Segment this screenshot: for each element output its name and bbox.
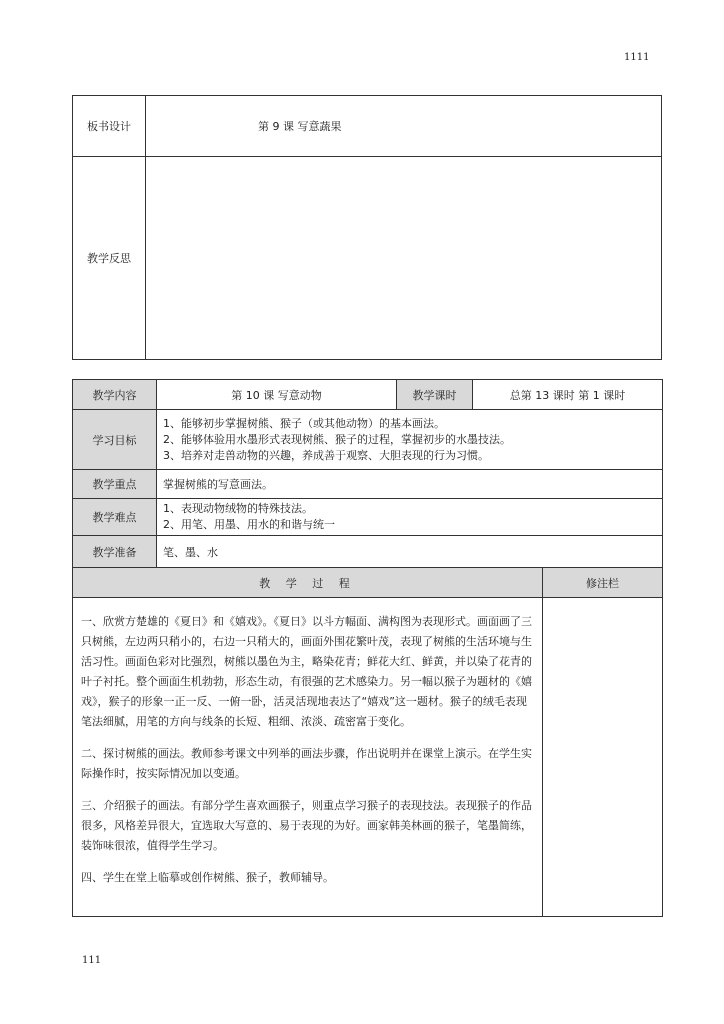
board-design-row bbox=[73, 96, 662, 157]
process-header: 教 学 过 程 bbox=[73, 568, 543, 598]
notes-content bbox=[543, 598, 663, 917]
difficulty-row bbox=[73, 499, 663, 536]
reflection-content bbox=[146, 157, 662, 360]
goal-item: 1、能够初步掌握树熊、猴子（或其他动物）的基本画法。 bbox=[163, 416, 445, 430]
goal-item: 3、培养对走兽动物的兴趣，养成善于观察、大胆表现的行为习惯。 bbox=[163, 448, 489, 462]
difficulty-item: 2、用笔、用墨、用水的和谐与统一 bbox=[163, 518, 335, 531]
difficulty-label: 教学难点 bbox=[73, 499, 157, 536]
goal-item: 2、能够体验用水墨形式表现树熊、猴子的过程，掌握初步的水墨技法。 bbox=[163, 432, 511, 446]
goals-label: 学习目标 bbox=[73, 410, 157, 470]
process-paragraph: 二、探讨树熊的画法。教师参考课文中列举的画法步骤，作出说明并在课堂上演示。在学生实际操作时，按实际情况加以变通。 bbox=[81, 747, 532, 780]
board-design-label: 板书设计 bbox=[73, 96, 146, 157]
reflection-label: 教学反思 bbox=[73, 157, 146, 360]
board-design-content: 第 9 课 写意蔬果 bbox=[146, 96, 662, 157]
reflection-row bbox=[73, 157, 662, 360]
content-row bbox=[73, 380, 663, 410]
content-label: 教学内容 bbox=[73, 380, 157, 410]
page-number-bottom: 111 bbox=[82, 955, 102, 966]
notes-header: 修注栏 bbox=[543, 568, 663, 598]
process-paragraph: 三、介绍猴子的画法。有部分学生喜欢画猴子，则重点学习猴子的表现技法。表现猴子的作品很多，风格差异很大，宜选取大写意的、易于表现的为好。画家韩美林画的猴子，笔墨简练，装饰味很浓，值得学生学习。 bbox=[81, 799, 532, 852]
prep-label: 教学准备 bbox=[73, 536, 157, 568]
hours-label: 教学课时 bbox=[397, 380, 473, 410]
lesson-plan-table bbox=[72, 379, 663, 917]
hours-value: 总第 13 课时 第 1 课时 bbox=[473, 380, 663, 410]
focus-row bbox=[73, 470, 663, 499]
difficulty-list bbox=[157, 499, 663, 536]
goals-list bbox=[157, 410, 663, 470]
process-content bbox=[73, 598, 543, 917]
process-body-row bbox=[73, 598, 663, 917]
focus-label: 教学重点 bbox=[73, 470, 157, 499]
content-value: 第 10 课 写意动物 bbox=[157, 380, 397, 410]
focus-value: 掌握树熊的写意画法。 bbox=[157, 470, 663, 499]
process-paragraph: 一、欣赏方楚雄的《夏日》和《嬉戏》。《夏日》以斗方幅面、满构图为表现形式。画面画了三只树熊，左边两只稍小的，右边一只稍大的，画面外围花繁叶茂，表现了树熊的生活环境与生活习性。画面色彩对比强烈，树熊以墨色为主，略染花青；鲜花大红、鲜黄，并以染了花青的叶子衬托。整个画面生机勃勃，形态生动，有很强的艺术感染力。另一幅以猴子为题材的《嬉戏》，猴子的形象一正一反、一俯一卧，活灵活现地表达了“嬉戏”这一题材。猴子的绒毛表现笔法细腻，用笔的方向与线条的长短、粗细、浓淡、疏密富于变化。 bbox=[81, 615, 532, 728]
prep-value: 笔、墨、水 bbox=[157, 536, 663, 568]
process-paragraph: 四、学生在堂上临摹或创作树熊、猴子，教师辅导。 bbox=[81, 871, 334, 884]
difficulty-item: 1、表现动物绒物的特殊技法。 bbox=[163, 502, 313, 515]
prep-row bbox=[73, 536, 663, 568]
goals-row bbox=[73, 410, 663, 470]
board-design-table bbox=[72, 95, 662, 360]
process-header-row bbox=[73, 568, 663, 598]
page-number-top: 1111 bbox=[624, 52, 650, 63]
